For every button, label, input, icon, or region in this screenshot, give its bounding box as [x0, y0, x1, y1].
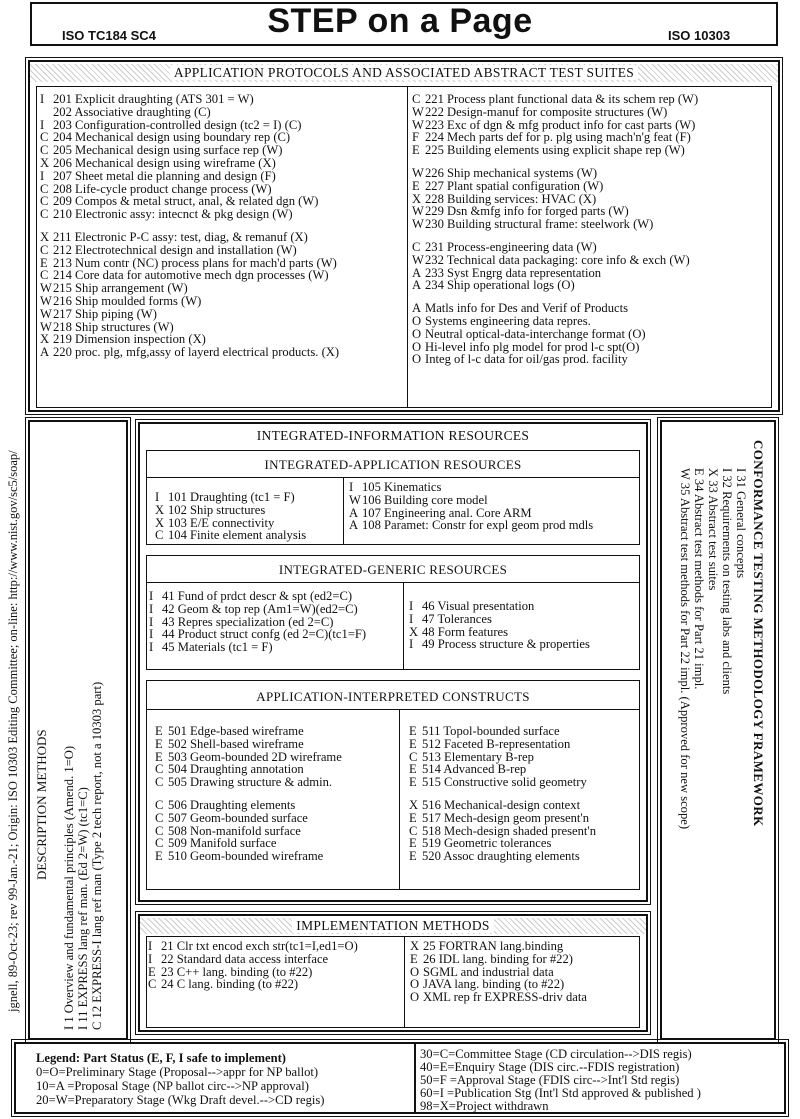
status-code: W [40, 293, 52, 308]
aic-left-list [155, 725, 342, 863]
status-code: C [155, 775, 164, 790]
impl-right-list [410, 940, 587, 1004]
status-code: E [155, 736, 163, 751]
status-code: I [40, 117, 45, 132]
status-code: E [409, 762, 417, 777]
status-code: X [40, 155, 50, 170]
part-title: 212 Electrotechnical design and installation (W) [53, 242, 297, 257]
list-item [412, 279, 698, 292]
part-title: 228 Building services: HVAC (X) [425, 191, 597, 206]
part-title: 503 Geom-bounded 2D wireframe [168, 749, 342, 764]
status-code: I [349, 480, 354, 494]
status-code: X [155, 502, 165, 517]
part-title: 42 Geom & top rep (Am1=W)(ed2=C) [162, 601, 358, 616]
status-code: W [412, 217, 424, 232]
aic-divider [399, 709, 400, 889]
status-code: W [412, 204, 424, 219]
status-code: C [155, 797, 164, 812]
part-title: 229 Dsn &mfg info for forged parts (W) [425, 204, 629, 219]
igr-rule [147, 582, 639, 583]
ap-right-list [412, 93, 698, 366]
status-code: C [155, 528, 164, 543]
part-title: XML rep fr EXPRESS-driv data [423, 990, 587, 1005]
status-code: W [412, 252, 424, 267]
legend-item: 50=F =Approval Stage (FDIS circ-->Int'l Std regis) [420, 1073, 680, 1087]
part-title: 103 E/E connectivity [168, 515, 275, 530]
part-title: 107 Engineering anal. Core ARM [362, 505, 532, 520]
part-title: 23 C++ lang. binding (to #22) [161, 964, 313, 979]
part-title: 24 C lang. binding (to #22) [161, 977, 299, 992]
part-title: JAVA lang. binding (to #22) [423, 977, 565, 992]
part-title: 102 Ship structures [168, 502, 266, 517]
status-code: C [40, 268, 49, 283]
status-code: I [149, 614, 154, 629]
ctm-item: I 32 Requirements on testing labs and clients [720, 468, 734, 695]
part-title: 504 Draughting annotation [168, 762, 304, 777]
part-title: 203 Configuration-controlled design (tc2 = I) (C) [53, 117, 302, 132]
status-code: I [409, 599, 414, 613]
part-title: 209 Compos & metal struct, anal, & related dgn (W) [53, 194, 319, 209]
igr-left-list [149, 590, 366, 654]
part-title: 46 Visual presentation [422, 599, 535, 613]
status-code: E [409, 724, 417, 738]
part-title: 44 Product struct confg (ed 2=C)(tc1=F) [162, 627, 367, 642]
part-title: 230 Building structural frame: steelwork (W) [425, 217, 654, 232]
legend-item: 30=C=Committee Stage (CD circulation-->DIS regis) [420, 1047, 692, 1061]
page-title: STEP on a Page [267, 2, 533, 40]
status-code: A [349, 518, 359, 533]
status-code: I [409, 611, 414, 626]
impl-left-list [148, 940, 358, 991]
status-code: I [40, 168, 45, 183]
list-item [40, 208, 339, 221]
status-code: X [410, 939, 420, 953]
status-code: O [410, 977, 420, 992]
part-title: 101 Draughting (tc1 = F) [168, 490, 295, 504]
status-code: C [409, 749, 418, 764]
part-title: 204 Mechanical design using boundary rep (C) [53, 130, 291, 145]
part-title: 25 FORTRAN lang.binding [423, 939, 564, 953]
part-title: 225 Building elements using explicit shape rep (W) [425, 143, 685, 158]
status-code: I [148, 951, 153, 966]
status-code: W [412, 165, 424, 180]
status-code: E [410, 951, 418, 966]
part-title: Hi-level info plg model for prod l-c spt(O) [425, 339, 640, 354]
part-title: 213 Num contr (NC) process plans for mach'd parts (W) [53, 255, 337, 270]
part-title: 510 Geom-bounded wireframe [168, 849, 324, 864]
status-code: X [155, 515, 165, 530]
legend-item: 10=A =Proposal Stage (NP ballot circ-->NP approval) [36, 1079, 309, 1093]
part-title: 41 Fund of prdct descr & spt (ed2=C) [162, 589, 353, 603]
list-item [409, 850, 596, 863]
part-title: 106 Building core model [362, 492, 488, 507]
part-title: 210 Electronic assy: intecnct & pkg design (W) [53, 207, 293, 222]
part-title: 218 Ship structures (W) [53, 319, 174, 334]
part-title: 48 Form features [422, 624, 509, 639]
list-item [349, 519, 593, 532]
status-code: F [412, 130, 420, 145]
part-title: 47 Tolerances [422, 611, 492, 626]
header-right-label: ISO 10303 [668, 28, 731, 43]
part-title: Neutral optical-data-interchange format (O) [425, 326, 646, 341]
part-title: 501 Edge-based wireframe [168, 724, 304, 738]
status-code: C [40, 181, 49, 196]
status-code: E [409, 775, 417, 790]
part-title: 108 Paramet: Constr for expl geom prod mdls [362, 518, 594, 533]
status-code: C [412, 239, 421, 254]
desc-item: I 1 Overview and fundamental principles (Amend. 1=O) [62, 745, 76, 1030]
part-title: 233 Syst Engrg data representation [425, 265, 602, 280]
status-code: C [155, 810, 164, 825]
list-item [412, 353, 698, 366]
status-code: C [40, 143, 49, 158]
part-title: SGML and industrial data [423, 964, 554, 979]
status-code: W [40, 306, 52, 321]
status-code: W [349, 492, 361, 507]
status-code: E [409, 836, 417, 851]
aic-heading: APPLICATION-INTERPRETED CONSTRUCTS [256, 689, 530, 704]
part-title: 201 Explicit draughting (ATS 301 = W) [53, 92, 254, 106]
part-title: 22 Standard data access interface [161, 951, 329, 966]
aic-box [146, 680, 640, 890]
status-code: A [349, 505, 359, 520]
implementation-methods-section [138, 914, 648, 1032]
status-code: I [409, 637, 414, 652]
part-title: 512 Faceted B-representation [422, 736, 571, 751]
igr-right-list [409, 600, 590, 651]
legend-divider [414, 1044, 416, 1112]
status-code: E [409, 810, 417, 825]
part-title: 518 Mech-design shaded present'n [422, 823, 596, 838]
part-title: 226 Ship mechanical systems (W) [425, 165, 598, 180]
status-code: C [40, 130, 49, 145]
list-item [155, 850, 342, 863]
status-code: E [409, 849, 417, 864]
status-code: C [155, 823, 164, 838]
part-title: 45 Materials (tc1 = F) [162, 640, 273, 655]
part-title: 223 Exc of dgn & mfg product info for cast parts (W) [425, 117, 696, 132]
status-code: X [409, 797, 419, 812]
part-title: 232 Technical data packaging: core info & exch (W) [425, 252, 690, 267]
ap-column-divider [407, 86, 408, 408]
part-title: 507 Geom-bounded surface [168, 810, 308, 825]
status-code: C [155, 836, 164, 851]
status-code: O [410, 964, 420, 979]
part-title: 206 Mechanical design using wireframe (X) [53, 155, 276, 170]
igr-divider [403, 582, 404, 669]
part-title: 511 Topol-bounded surface [422, 724, 560, 738]
status-code: X [412, 191, 422, 206]
part-title: 105 Kinematics [362, 480, 442, 494]
part-title: 216 Ship moulded forms (W) [53, 293, 202, 308]
status-code: E [40, 255, 48, 270]
status-code: I [149, 640, 154, 655]
part-title: 517 Mech-design geom present'n [422, 810, 589, 825]
ctm-item: I 31 General concepts [734, 468, 748, 579]
status-code: X [40, 229, 50, 244]
iir-heading-text: INTEGRATED-INFORMATION RESOURCES [253, 428, 533, 443]
status-code: X [409, 624, 419, 639]
aic-rule [147, 709, 639, 710]
part-title: 220 proc. plg, mfg,assy of layerd electrical products. (X) [53, 345, 340, 360]
ctm-heading: CONFORMANCE TESTING METHODOLOGY FRAMEWORK [751, 440, 766, 827]
list-item [155, 776, 342, 789]
status-code: E [412, 178, 420, 193]
list-item [40, 346, 339, 359]
part-title: 234 Ship operational logs (O) [425, 278, 575, 293]
status-code: W [412, 117, 424, 132]
status-code: C [40, 207, 49, 222]
status-code: C [155, 762, 164, 777]
iar-heading: INTEGRATED-APPLICATION RESOURCES [264, 457, 522, 472]
status-code: I [40, 92, 45, 106]
iar-right-list [349, 481, 593, 532]
status-code: I [149, 589, 154, 603]
part-title: Systems engineering data repres. [425, 313, 591, 328]
status-code: A [40, 345, 50, 360]
part-title: 224 Mech parts def for p. plg using mach'n'g feat (F) [425, 130, 691, 145]
part-title: 207 Sheet metal die planning and design (F) [53, 168, 276, 183]
status-code: E [409, 736, 417, 751]
part-title: 516 Mechanical-design context [422, 797, 581, 812]
iar-left-list [155, 481, 306, 542]
status-code: W [40, 281, 52, 296]
part-title: 49 Process structure & properties [422, 637, 590, 652]
ctm-item: W 35 Abstract test methods for Part 22 impl. (Approved for new scope) [678, 468, 692, 830]
status-code: E [155, 849, 163, 864]
part-title: 214 Core data for automotive mech dgn processes (W) [53, 268, 329, 283]
status-code: O [412, 313, 422, 328]
list-item [412, 218, 698, 231]
legend-item: 98=X=Project withdrawn [420, 1099, 549, 1113]
desc-heading: DESCRIPTION METHODS [34, 729, 49, 880]
part-title: 21 Clr txt encod exch str(tc1=I,ed1=O) [161, 939, 358, 953]
part-title: 508 Non-manifold surface [168, 823, 301, 838]
ap-heading-text: APPLICATION PROTOCOLS AND ASSOCIATED ABSTRACT TEST SUITES [170, 65, 638, 80]
part-title: 211 Electronic P-C assy: test, diag, & remanuf (X) [53, 229, 308, 244]
status-code: W [412, 104, 424, 119]
impl-heading [140, 918, 646, 934]
status-code: W [40, 319, 52, 334]
status-code: E [155, 724, 163, 738]
status-code: O [412, 326, 422, 341]
status-code: I [155, 490, 160, 504]
part-title: 513 Elementary B-rep [422, 749, 534, 764]
status-code: E [155, 749, 163, 764]
status-code: X [40, 332, 50, 347]
part-title: 506 Draughting elements [168, 797, 296, 812]
list-item [410, 991, 587, 1004]
list-item [149, 641, 366, 654]
ctm-item: X 33 Abstract test suites [706, 468, 720, 591]
part-title: 219 Dimension inspection (X) [53, 332, 206, 347]
list-item [409, 638, 590, 651]
part-title: Integ of l-c data for oil/gas prod. facility [425, 352, 628, 367]
desc-item: C 12 EXPRESS-I lang ref man (Type 2 tech report, not a 10303 part) [90, 681, 104, 1030]
status-code: O [412, 352, 422, 367]
part-title: 208 Life-cycle product change process (W) [53, 181, 272, 196]
legend-item: 40=E=Enquiry Stage (DIS circ.--FDIS registration) [420, 1060, 680, 1074]
status-code: I [149, 627, 154, 642]
status-code: C [40, 194, 49, 209]
ctm-item: E 34 Abstract test methods for Part 21 impl. [692, 468, 706, 690]
ap-heading [30, 64, 778, 82]
part-title: 215 Ship arrangement (W) [53, 281, 188, 296]
status-code: E [148, 964, 156, 979]
list-item [412, 144, 698, 157]
legend-title: Legend: Part Status (E, F, I safe to implement) [36, 1051, 286, 1065]
ap-left-list [40, 93, 339, 359]
impl-divider [404, 936, 405, 1028]
status-code: C [40, 242, 49, 257]
status-code: C [148, 977, 157, 992]
status-code: C [412, 92, 421, 106]
legend-item: 60=I =Publication Stg (Int'l Std approved & published ) [420, 1086, 701, 1100]
status-code: A [412, 301, 422, 316]
iar-box [146, 450, 640, 545]
part-title: 519 Geometric tolerances [422, 836, 552, 851]
status-code: E [412, 143, 420, 158]
part-title: Matls info for Des and Verif of Products [425, 301, 628, 316]
part-title: 231 Process-engineering data (W) [425, 239, 597, 254]
part-title: 26 IDL lang. binding for #22) [423, 951, 573, 966]
status-code: O [410, 990, 420, 1005]
aic-right-list [409, 725, 596, 863]
part-title: 217 Ship piping (W) [53, 306, 157, 321]
header-left-label: ISO TC184 SC4 [62, 28, 156, 43]
part-title: 43 Repres specialization (ed 2=C) [162, 614, 334, 629]
impl-heading-text: IMPLEMENTATION METHODS [292, 918, 493, 933]
status-code: A [412, 265, 422, 280]
desc-item: I 11 EXPRESS lang ref man. (Ed 2=W) (tc1=C) [76, 787, 90, 1030]
legend-item: 20=W=Preparatory Stage (Wkg Draft devel.-->CD regis) [36, 1093, 325, 1107]
iar-divider [343, 477, 344, 544]
part-title: 502 Shell-based wireframe [168, 736, 304, 751]
status-code: A [412, 278, 422, 293]
part-title: 104 Finite element analysis [168, 528, 307, 543]
igr-box [146, 555, 640, 670]
iir-heading [140, 428, 646, 444]
part-title: 202 Associative draughting (C) [53, 104, 211, 119]
part-title: 515 Constructive solid geometry [422, 775, 587, 790]
part-title: 222 Design-manuf for composite structures (W) [425, 104, 668, 119]
list-item [409, 776, 596, 789]
status-code: I [148, 939, 153, 953]
side-note: jgnell, 89-Oct-23; rev 99-Jan.-21; Origin: ISO 10303 Editing Committee; on-line: http://www.nist.gov/sc5/soap/ [6, 450, 20, 1012]
list-item [155, 529, 306, 542]
application-protocols-section [28, 60, 780, 412]
status-code: O [412, 339, 422, 354]
part-title: 205 Mechanical design using surface rep (W) [53, 143, 283, 158]
part-title: 227 Plant spatial configuration (W) [425, 178, 604, 193]
status-code: C [409, 823, 418, 838]
part-title: 505 Drawing structure & admin. [168, 775, 333, 790]
legend-item: 0=O=Preliminary Stage (Proposal-->appr for NP ballot) [36, 1065, 319, 1079]
part-title: 514 Advanced B-rep [422, 762, 527, 777]
part-title: 509 Manifold surface [168, 836, 277, 851]
part-title: 221 Process plant functional data & its schem rep (W) [425, 92, 699, 106]
part-title: 520 Assoc draughting elements [422, 849, 580, 864]
igr-heading: INTEGRATED-GENERIC RESOURCES [278, 562, 508, 577]
list-item [148, 978, 358, 991]
status-code: I [149, 601, 154, 616]
iar-rule [147, 477, 639, 478]
